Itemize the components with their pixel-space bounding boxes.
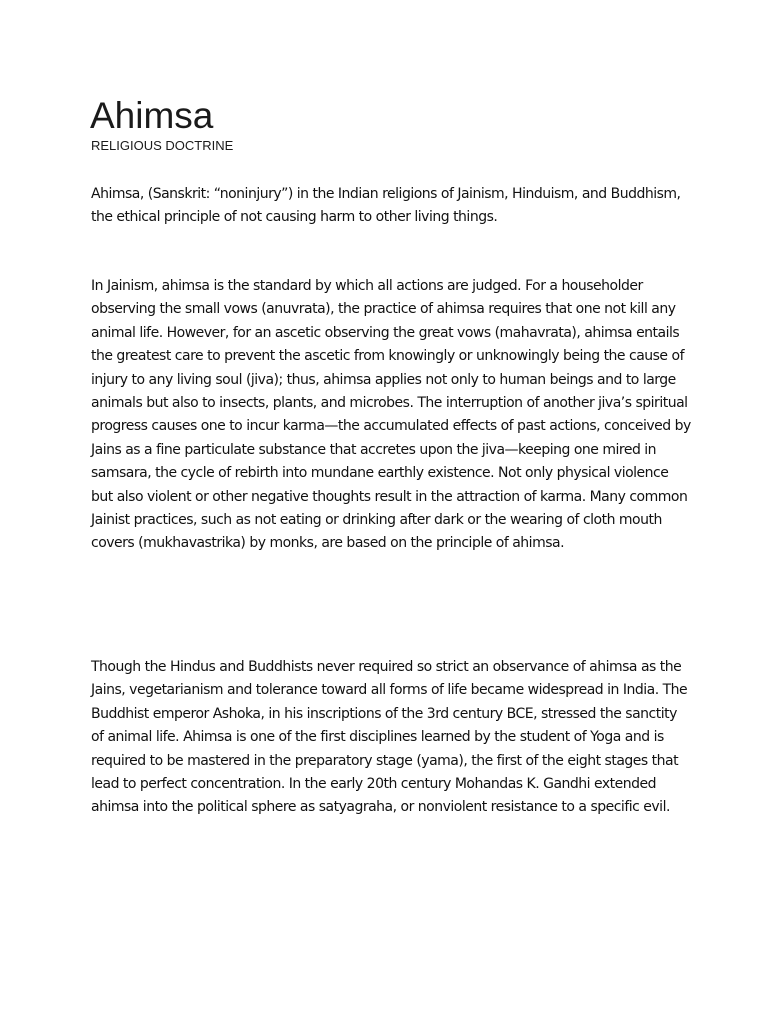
document-subtitle: RELIGIOUS DOCTRINE [91, 138, 234, 153]
paragraph-hindus-buddhists: Though the Hindus and Buddhists never required so strict an observance of ahimsa as the Jains, vegetarianism and tolerance toward all forms of life became widespread in India. The Buddhist emperor Ashoka, in his inscriptions of the 3rd century BCE, stressed the sanctity of animal life. Ahimsa is one of the first disciplines learned by the student of Yoga and is required to be mastered in the preparatory stage (yama), the first of the eight stages that lead to perfect concentration. In the early 20th century Mohandas K. Gandhi extended ahimsa into the political sphere as satyagraha, or nonviolent resistance to a specific evil. [91, 659, 688, 816]
paragraph-intro: Ahimsa, (Sanskrit: “noninjury”) in the Indian religions of Jainism, Hinduism, and Buddhism, the ethical principle of not causing harm to other living things. [91, 186, 681, 226]
document-title: Ahimsa [90, 95, 214, 136]
paragraph-jainism: In Jainism, ahimsa is the standard by which all actions are judged. For a householder observing the small vows (anuvrata), the practice of ahimsa requires that one not kill any animal life. However, for an ascetic observing the great vows (mahavrata), ahimsa entails the greatest care to prevent the ascetic from knowingly or unknowingly being the cause of injury to any living soul (jiva); thus, ahimsa applies not only to human beings and to large animals but also to insects, plants, and microbes. The interruption of another jiva’s spiritual progress causes one to incur karma—the accumulated effects of past actions, conceived by Jains as a fine particulate substance that accretes upon the jiva—keeping one mired in samsara, the cycle of rebirth into mundane earthly existence. Not only physical violence but also violent or other negative thoughts result in the attraction of karma. Many common Jainist practices, such as not eating or drinking after dark or the wearing of cloth mouth covers (mukhavastrika) by monks, are based on the principle of ahimsa. [91, 278, 691, 552]
